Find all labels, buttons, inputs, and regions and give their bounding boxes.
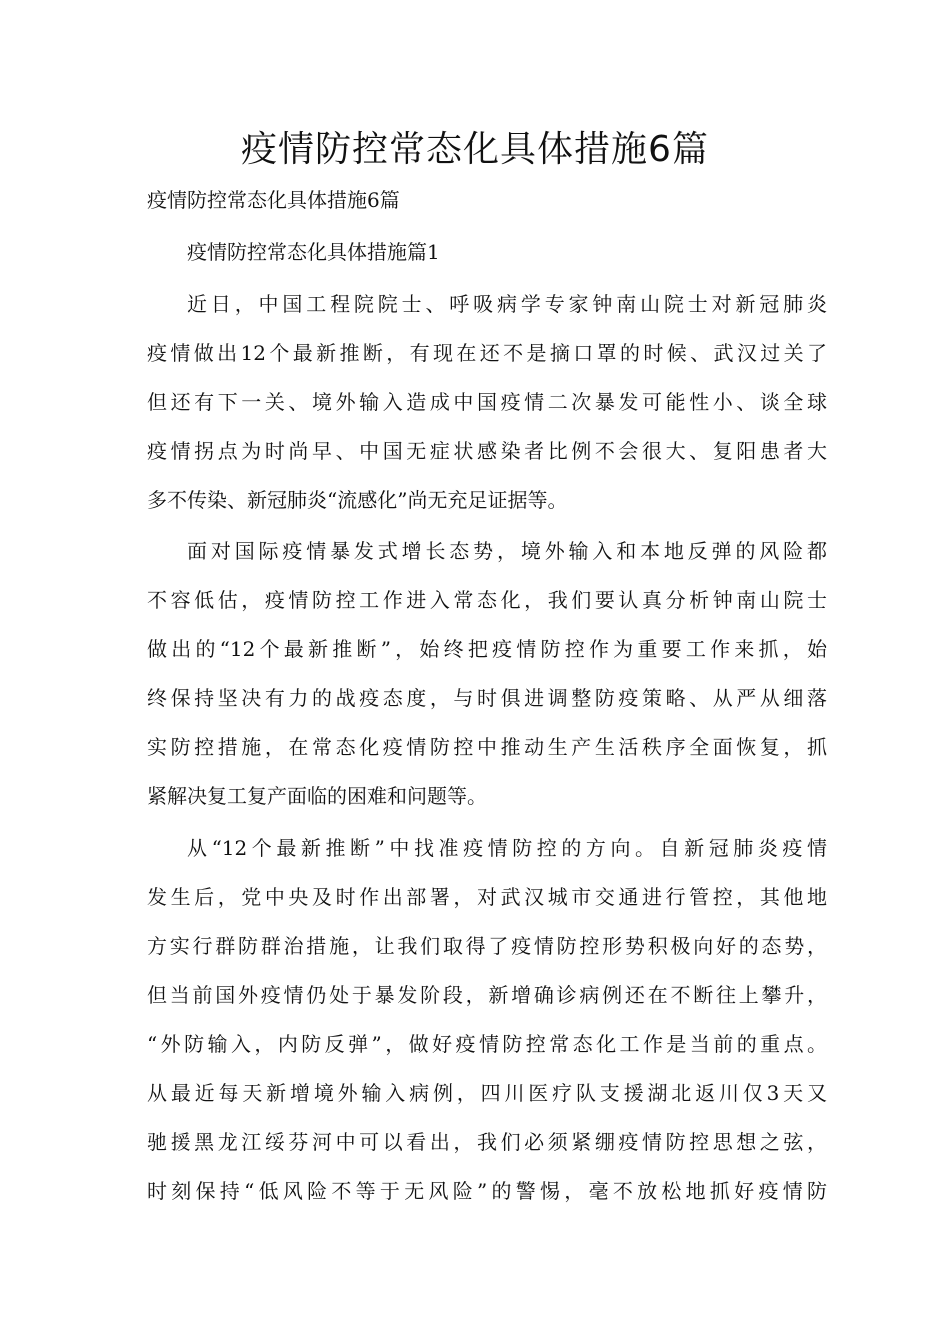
- paragraph-1-line-4: 疫情拐点为时尚早、中国无症状感染者比例不会很大、复阳患者大: [147, 439, 827, 463]
- paragraph-2-line-5: 实防控措施，在常态化疫情防控中推动生产生活秩序全面恢复，抓: [147, 735, 827, 759]
- paragraph-3-line-7: 驰援黑龙江绥芬河中可以看出，我们必须紧绷疫情防控思想之弦，: [147, 1130, 827, 1154]
- paragraph-2-line-1: 面对国际疫情暴发式增长态势，境外输入和本地反弹的风险都: [187, 539, 827, 563]
- paragraph-3-line-1: 从“12个最新推断”中找准疫情防控的方向。自新冠肺炎疫情: [187, 836, 827, 860]
- document-title: 疫情防控常态化具体措施6篇: [241, 129, 709, 170]
- paragraph-3-line-5: “外防输入，内防反弹”，做好疫情防控常态化工作是当前的重点。: [147, 1032, 827, 1056]
- paragraph-2-line-4: 终保持坚决有力的战疫态度，与时俱进调整防疫策略、从严从细落: [147, 686, 827, 710]
- paragraph-3-line-3: 方实行群防群治措施，让我们取得了疫情防控形势积极向好的态势，: [147, 934, 827, 958]
- paragraph-1-line-3: 但还有下一关、境外输入造成中国疫情二次暴发可能性小、谈全球: [147, 390, 827, 414]
- paragraph-1-line-2: 疫情做出12个最新推断，有现在还不是摘口罩的时候、武汉过关了: [147, 341, 827, 365]
- document-subtitle: 疫情防控常态化具体措施6篇: [147, 188, 400, 212]
- paragraph-3-line-8: 时刻保持“低风险不等于无风险”的警惕，毫不放松地抓好疫情防: [147, 1179, 827, 1203]
- paragraph-2-line-2: 不容低估，疫情防控工作进入常态化，我们要认真分析钟南山院士: [147, 588, 827, 612]
- paragraph-2-line-3: 做出的“12个最新推断”，始终把疫情防控作为重要工作来抓，始: [147, 637, 827, 661]
- paragraph-3-line-4: 但当前国外疫情仍处于暴发阶段，新增确诊病例还在不断往上攀升，: [147, 983, 827, 1007]
- paragraph-3-line-2: 发生后，党中央及时作出部署，对武汉城市交通进行管控，其他地: [147, 885, 827, 909]
- paragraph-3-line-6: 从最近每天新增境外输入病例，四川医疗队支援湖北返川仅3天又: [147, 1081, 827, 1105]
- paragraph-1-line-5: 多不传染、新冠肺炎“流感化”尚无充足证据等。: [147, 488, 568, 512]
- paragraph-1-line-1: 近日，中国工程院院士、呼吸病学专家钟南山院士对新冠肺炎: [187, 292, 827, 316]
- section-heading: 疫情防控常态化具体措施篇1: [187, 240, 440, 264]
- paragraph-2-line-6: 紧解决复工复产面临的困难和问题等。: [147, 784, 487, 808]
